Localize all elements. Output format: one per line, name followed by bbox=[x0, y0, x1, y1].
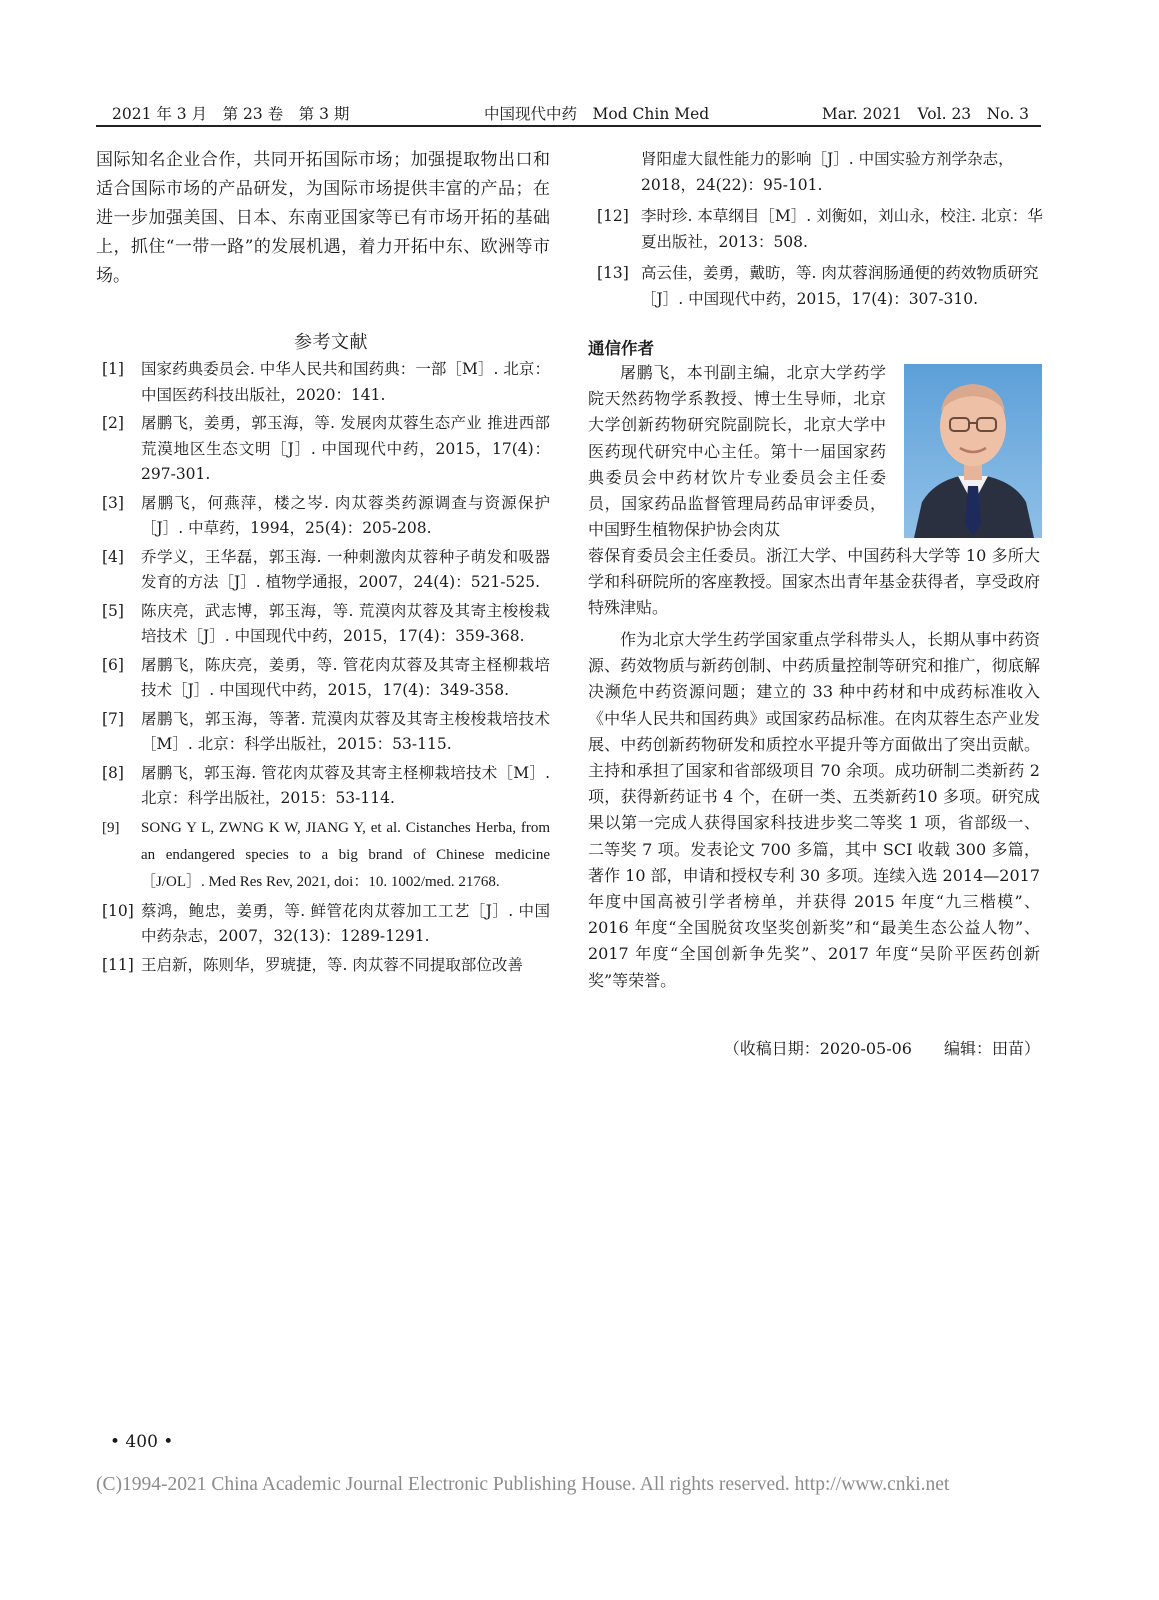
reference-item bbox=[96, 761, 550, 812]
reference-item bbox=[96, 953, 550, 979]
reference-number: [11] bbox=[102, 955, 134, 974]
author-bio-part2: 蓉保育委员会主任委员。浙江大学、中国药科大学等 10 多所大学和科研院所的客座教授。国家杰出青年基金获得者，享受政府特殊津贴。 bbox=[588, 546, 1040, 618]
author-bio-part1: 屠鹏飞，本刊副主编，北京大学药学院天然药物学系教授、博士生导师，北京大学创新药物研究院副院长，北京大学中医药现代研究中心主任。第十一届国家药典委员会中药材饮片专业委员会主任委员，国家药品监督管理局药品审评委员，中国野生植物保护协会肉苁 bbox=[588, 363, 886, 540]
reference-item bbox=[597, 203, 1047, 255]
reference-text: 李时珍. 本草纲目［M］. 刘衡如，刘山永，校注. 北京：华夏出版社，2013：508. bbox=[641, 207, 1043, 251]
reference-item bbox=[96, 599, 550, 650]
author-photo bbox=[904, 364, 1042, 538]
reference-text: 乔学义，王华磊，郭玉海. 一种刺激肉苁蓉种子萌发和吸器发育的方法［J］. 植物学通报，2007，24(4)：521-525. bbox=[141, 547, 550, 591]
reference-item bbox=[96, 815, 550, 896]
header-volume-info: Mar. 2021 Vol. 23 No. 3 bbox=[821, 105, 1029, 123]
reference-number: [6] bbox=[102, 655, 124, 674]
copyright-footer: (C)1994-2021 China Academic Journal Electronic Publishing House. All rights reserved. http://www.cnki.net bbox=[96, 1474, 950, 1495]
reference-item bbox=[96, 653, 550, 704]
reference-text: 肾阳虚大鼠性能力的影响［J］. 中国实验方剂学杂志，2018，24(22)：95-101. bbox=[641, 150, 1014, 194]
reference-text: 屠鹏飞，姜勇，郭玉海，等. 发展肉苁蓉生态产业 推进西部荒漠地区生态文明［J］. 中国现代中药，2015，17(4)：297-301. bbox=[141, 414, 550, 483]
reference-text: 蔡鸿，鲍忠，姜勇，等. 鲜管花肉苁蓉加工工艺［J］. 中国中药杂志，2007，32(13)：1289-1291. bbox=[141, 901, 550, 945]
author-achievements: 作为北京大学生药学国家重点学科带头人，长期从事中药资源、药效物质与新药创制、中药质量控制等研究和推广，彻底解决濒危中药资源问题；建立的 33 种中药材和中成药标准收入《中华人民共和国药典》或国家药品标准。在肉苁蓉生态产业发展、中药创新药物研发和质控水平提升等方面做出了突出贡献。主持和承担了国家和省部级项目 70 余项。成功研制二类新药 2 项，获得新药证书 4 个，在研一类、五类新药10 多项。研究成果以第一完成人获得国家科技进步奖二等奖 1 项，省部级一、二等奖 7 项。发表论文 700 多篇，其中 SCI 收载 300 多篇，著作 10 部，申请和授权专利 30 多项。连续入选 2014—2017 年度中国高被引学者榜单，并获得 2015 年度“九三楷模”、2016 年度“全国脱贫攻坚奖创新奖”和“最美生态公益人物”、2017 年度“全国创新争先奖”、2017 年度“吴阶平医药创新奖”等荣誉。 bbox=[588, 630, 1040, 990]
reference-text: 高云佳，姜勇，戴昉，等. 肉苁蓉润肠通便的药效物质研究［J］. 中国现代中药，2015，17(4)：307-310. bbox=[641, 264, 1039, 308]
running-header bbox=[96, 96, 1041, 126]
reference-text: 屠鹏飞，郭玉海. 管花肉苁蓉及其寄主柽柳栽培技术［M］. 北京：科学出版社，2015：53-114. bbox=[141, 763, 550, 807]
page-number: • 400 • bbox=[110, 1432, 174, 1452]
header-rule bbox=[96, 125, 1041, 127]
reference-number: [2] bbox=[102, 414, 124, 432]
reference-item bbox=[96, 491, 550, 542]
reference-number: [9] bbox=[102, 819, 120, 836]
body-paragraph: 国际知名企业合作，共同开拓国际市场；加强提取物出口和适合国际市场的产品研发，为国际市场提供丰富的产品；在进一步加强美国、日本、东南亚国家等已有市场开拓的基础上，抓住“一带一路”的发展机遇，着力开拓中东、欧洲等市场。 bbox=[96, 150, 550, 286]
reference-number: [4] bbox=[102, 547, 124, 566]
reference-item bbox=[96, 411, 550, 488]
author-portrait-image bbox=[904, 364, 1042, 538]
references-list-continued bbox=[597, 146, 1047, 317]
reference-number: [8] bbox=[102, 763, 124, 782]
reference-number: [12] bbox=[597, 207, 629, 225]
reference-item bbox=[597, 260, 1047, 312]
reference-text: 陈庆亮，武志博，郭玉海，等. 荒漠肉苁蓉及其寄主梭梭栽培技术［J］. 中国现代中药，2015，17(4)：359-368. bbox=[141, 601, 550, 645]
reference-item bbox=[96, 545, 550, 596]
reference-item bbox=[96, 707, 550, 758]
author-section-title: 通信作者 bbox=[588, 339, 654, 358]
received-date-editor: （收稿日期：2020-05-06 编辑：田苗） bbox=[723, 1039, 1040, 1058]
reference-text: 国家药典委员会. 中华人民共和国药典：一部［M］. 北京：中国医药科技出版社，2020：141. bbox=[141, 360, 550, 404]
header-journal-name: 中国现代中药 Mod Chin Med bbox=[484, 105, 710, 123]
reference-number: [7] bbox=[102, 709, 124, 728]
reference-number: [10] bbox=[102, 901, 134, 920]
reference-text: 王启新，陈则华，罗琥捷，等. 肉苁蓉不同提取部位改善 bbox=[141, 955, 523, 974]
references-title: 参考文献 bbox=[294, 332, 368, 353]
reference-text: SONG Y L, ZWNG K W, JIANG Y, et al. Cistanches Herba, from an endangered species to a big brand of Chinese medicine［J/OL］. Med Res Rev, 2021, doi：10. 1002/med. 21768. bbox=[141, 819, 550, 890]
reference-number: [1] bbox=[102, 360, 124, 378]
reference-item bbox=[96, 899, 550, 950]
reference-text: 屠鹏飞，陈庆亮，姜勇，等. 管花肉苁蓉及其寄主柽柳栽培技术［J］. 中国现代中药，2015，17(4)：349-358. bbox=[141, 655, 550, 699]
reference-item bbox=[597, 146, 1047, 198]
reference-item bbox=[96, 357, 550, 408]
header-issue-info: 2021 年 3 月 第 23 卷 第 3 期 bbox=[112, 105, 350, 123]
reference-number: [5] bbox=[102, 601, 124, 620]
references-list bbox=[96, 357, 550, 981]
reference-number: [13] bbox=[597, 264, 629, 282]
reference-number: [3] bbox=[102, 493, 124, 512]
reference-text: 屠鹏飞，何燕萍，楼之岑. 肉苁蓉类药源调查与资源保护［J］. 中草药，1994，25(4)：205-208. bbox=[141, 493, 550, 537]
reference-text: 屠鹏飞，郭玉海，等著. 荒漠肉苁蓉及其寄主梭梭栽培技术［M］. 北京：科学出版社，2015：53-115. bbox=[141, 709, 550, 753]
